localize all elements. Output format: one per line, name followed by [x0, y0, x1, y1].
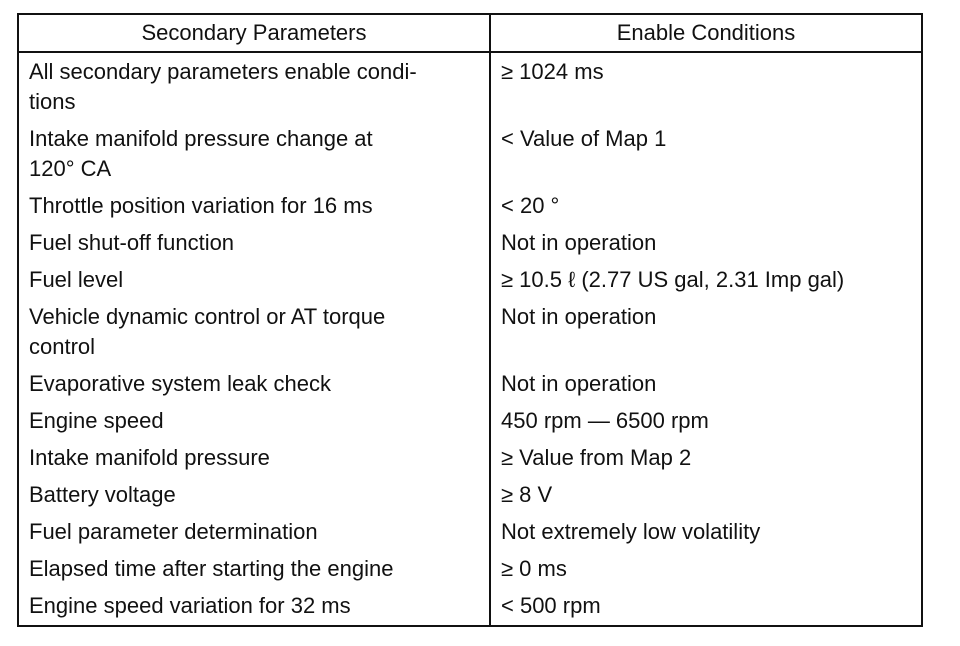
- param-cell: Intake manifold pressure change at 120° CA: [19, 121, 490, 188]
- condition-cell: < 20 °: [501, 193, 560, 218]
- param-cell: Fuel parameter determination: [19, 514, 490, 551]
- condition-cell: Not in operation: [501, 371, 657, 396]
- condition-cell: ≥ 0 ms: [501, 556, 567, 581]
- condition-cell: ≥ 1024 ms: [501, 59, 604, 84]
- param-cell: Vehicle dynamic control or AT torque control: [19, 299, 490, 366]
- table-row: [19, 299, 921, 366]
- table-row: [19, 440, 921, 477]
- table-row: [19, 188, 921, 225]
- enable-conditions-table: [19, 15, 921, 625]
- table-row: [19, 121, 921, 188]
- condition-cell: < Value of Map 1: [501, 126, 667, 151]
- table-row: [19, 403, 921, 440]
- table-row: [19, 225, 921, 262]
- param-cell: Engine speed: [19, 403, 490, 440]
- header-enable-conditions: Enable Conditions: [490, 15, 921, 52]
- table-row: [19, 52, 921, 121]
- enable-conditions-table-frame: [17, 13, 923, 627]
- table-row: [19, 262, 921, 299]
- header-secondary-parameters: Secondary Parameters: [19, 15, 490, 52]
- param-cell: Intake manifold pressure: [19, 440, 490, 477]
- param-cell: Throttle position variation for 16 ms: [19, 188, 490, 225]
- param-cell: Fuel shut-off function: [19, 225, 490, 262]
- condition-cell: Not extremely low volatility: [501, 519, 761, 544]
- condition-cell: ≥ 10.5 ℓ (2.77 US gal, 2.31 Imp gal): [501, 267, 845, 292]
- param-cell: Elapsed time after starting the engine: [19, 551, 490, 588]
- param-cell: All secondary parameters enable condi- tions: [19, 52, 490, 121]
- condition-cell: Not in operation: [501, 230, 657, 255]
- param-cell: Battery voltage: [19, 477, 490, 514]
- table-row: [19, 551, 921, 588]
- table-row: [19, 366, 921, 403]
- condition-cell: ≥ 8 V: [501, 482, 553, 507]
- table-header-row: [19, 15, 921, 52]
- table-row: [19, 477, 921, 514]
- condition-cell: < 500 rpm: [501, 593, 601, 618]
- condition-cell: 450 rpm — 6500 rpm: [501, 408, 709, 433]
- condition-cell: Not in operation: [501, 304, 657, 329]
- condition-cell: ≥ Value from Map 2: [501, 445, 692, 470]
- param-cell: Engine speed variation for 32 ms: [19, 588, 490, 625]
- table-row: [19, 514, 921, 551]
- table-row: [19, 588, 921, 625]
- param-cell: Evaporative system leak check: [19, 366, 490, 403]
- param-cell: Fuel level: [19, 262, 490, 299]
